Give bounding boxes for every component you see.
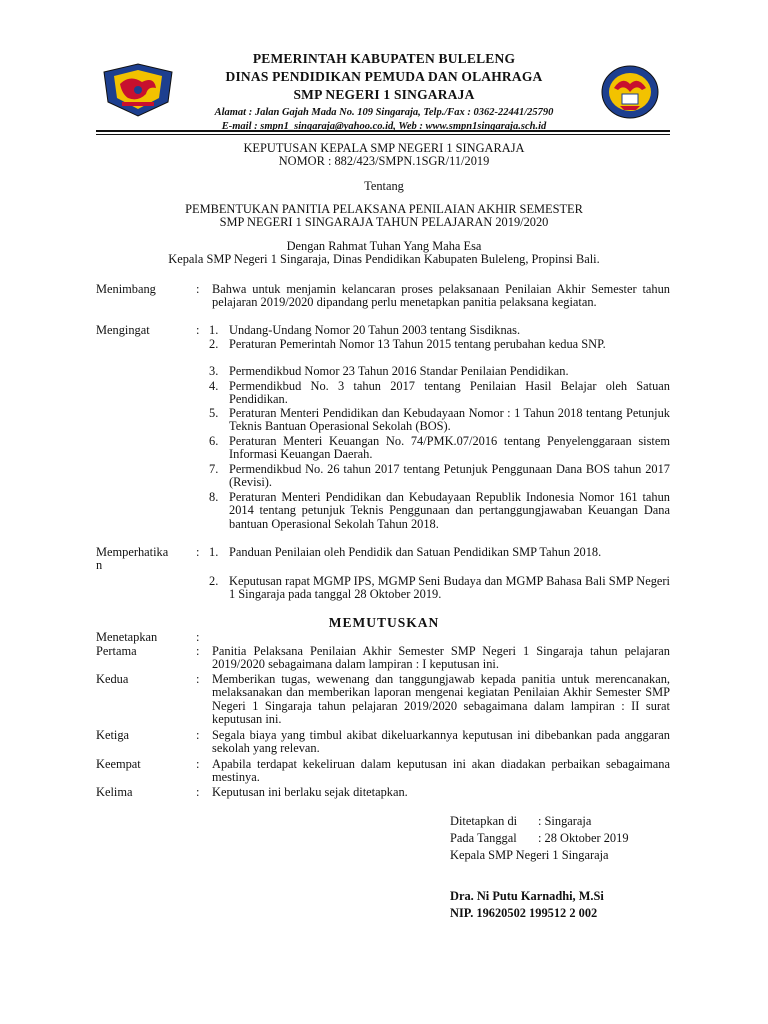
colon: : — [196, 545, 200, 559]
signature-date: Pada Tanggal : 28 Oktober 2019 — [450, 831, 629, 845]
decree-subject-line1: PEMBENTUKAN PANITIA PELAKSANA PENILAIAN AKHIR SEMESTER — [185, 202, 583, 216]
colon: : — [196, 282, 200, 296]
letterhead-rule-thin — [96, 134, 670, 135]
decree-about: Tentang — [364, 179, 404, 193]
letterhead-address: Alamat : Jalan Gajah Mada No. 109 Singaraja, Telp./Fax : 0362-22441/25790 — [214, 107, 554, 118]
letterhead-government: PEMERINTAH KABUPATEN BULELENG — [252, 51, 516, 66]
signature-position: Kepala SMP Negeri 1 Singaraja — [450, 848, 609, 862]
menetapkan-label: Menetapkan — [96, 630, 158, 644]
letterhead-department: DINAS PENDIDIKAN PEMUDA DAN OLAHRAGA — [225, 69, 543, 84]
memperhatikan-label: Memperhatika n — [96, 545, 169, 573]
menimbang-label: Menimbang — [96, 282, 156, 296]
signature-place: Ditetapkan di : Singaraja — [450, 814, 592, 828]
signatory-nip: NIP. 19620502 199512 2 002 — [450, 906, 598, 920]
letterhead — [0, 50, 768, 135]
letterhead-rule-thick — [96, 130, 670, 132]
decree-issuer: Kepala SMP Negeri 1 Singaraja, Dinas Pendidikan Kabupaten Buleleng, Propinsi Bali. — [168, 252, 600, 266]
letterhead-school: SMP NEGERI 1 SINGARAJA — [293, 87, 475, 102]
colon: : — [196, 323, 200, 337]
document-page: PEMERINTAH KABUPATEN BULELENG DINAS PENDIDIKAN PEMUDA DAN OLAHRAGA SMP NEGERI 1 SINGARAJA Alamat : Jalan Gajah Mada No. 109 Singaraja, Telp./Fax : 0362-22441/25790 E-mail : smpn1_singaraja@yahoo.co.id, Web : www.smpn1singaraja.sch.id KEPUTUSAN KEPALA SMP NEGERI 1 SINGARAJA NOMOR : 882/423/SMPN.1SGR/11/2019 Tentang PEMBENTUKAN PANITIA PELAKSANA PENILAIAN AKHIR SEMESTER SMP NEGERI 1 SINGARAJA TAHUN PELAJARAN 2019/2020 Dengan Rahmat Tuhan Yang Maha Esa Kepala SMP Negeri 1 Singaraja, Dinas Pendidikan Kabupaten Buleleng, Propinsi Bali. Menimbang : Bahwa untuk menjamin kelancaran proses pelaksanaan Penilaian Akhir Semester tahun pelajaran 2019/2020 dipandang perlu menetapkan panitia pelaksana kegiatan. Mengingat : 1. Undang-Undang Nomor 20 Tahun 2003 tentang Sisdiknas. 2. Peraturan Pemerintah Nomor 13 Tahun 2015 tentang perubahan kedua SNP. 3. Permendikbud Nomor 23 Tahun 2016 Standar Penilaian Pendidikan. 4. Permendikbud No. 3 tahun 2017 tentang Penilaian Hasil Belajar oleh Satuan Pendidikan. 5. Peraturan Menteri Pendidikan dan Kebudayaan Nomor : 1 Tahun 2018 tentang Petunjuk Teknis Bantuan Operasional Sekolah (BOS). 6. Peraturan Menteri Keuangan No. 74/PMK.07/2016 tentang Penyelenggaraan sistem Informasi Keuangan Daerah. 7. Permendikbud No. 26 tahun 2017 tentang Petunjuk Penggunaan Dana BOS tahun 2017 (Revisi). 8. Peraturan Menteri Pendidikan dan Kebudayaan Republik Indonesia Nomor 161 tahun 2014 tentang petunjuk Teknis Penggunaan dan pertanggungjawaban Keuangan Dana bantuan Operasional Sekolah Tahun 2018. Memperhatika n : 1. Panduan Penilaian oleh Pendidik dan Satuan Pendidikan SMP Tahun 2018. 2. Keputusan rapat MGMP IPS, MGMP Seni Budaya dan MGMP Bahasa Bali SMP Negeri 1 Singaraja pada tanggal 28 Oktober 2019. MEMUTUSKAN Menetapkan : Pertama : Panitia Pelaksana Penilaian Akhir Semester SMP Negeri 1 Singaraja tahun pelajaran 2019/2020 sebagaimana dalam lampiran : I keputusan ini. Kedua : Memberikan tugas, wewenang dan tanggungjawab kepada panitia untuk merencanakan, melaksanakan dan memberikan laporan mengenai kegiatan Penilaian Akhir Semester SMP Negeri 1 Singaraja tahun pelajaran 2019/2020 sebagaimana dalam lampiran : II surat keputusan ini. Ketiga : Segala biaya yang timbul akibat dikeluarkannya keputusan ini dibebankan pada anggaran sekolah yang relevan. Keempat : Apabila terdapat kekeliruan dalam keputusan ini akan diadakan perbaikan sebagaimana mestinya. Kelima : Keputusan ini berlaku sejak ditetapkan. Ditetapkan di : Singaraja Pada Tanggal : 28 Oktober 2019 Kepala SMP Negeri 1 Singaraja Dra. Ni Putu Karnadhi, M.Si NIP. 19620502 199512 2 002 — [0, 0, 768, 1024]
signatory-name: Dra. Ni Putu Karnadhi, M.Si — [450, 889, 604, 903]
mengingat-label: Mengingat — [96, 323, 150, 337]
menimbang-text: Bahwa untuk menjamin kelancaran proses pelaksanaan Penilaian Akhir Semester tahun pelajaran 2019/2020 dipandang perlu menetapkan panitia pelaksana kegiatan. — [212, 282, 670, 310]
decree-grace: Dengan Rahmat Tuhan Yang Maha Esa — [286, 239, 482, 253]
decree-subject-line2: SMP NEGERI 1 SINGARAJA TAHUN PELAJARAN 2019/2020 — [219, 215, 549, 229]
letterhead-email: E-mail : smpn1_singaraja@yahoo.co.id, Web : www.smpn1singaraja.sch.id — [221, 121, 547, 132]
colon: : — [196, 630, 200, 644]
memutuskan-heading: MEMUTUSKAN — [328, 615, 440, 630]
decree-title: KEPUTUSAN KEPALA SMP NEGERI 1 SINGARAJA — [243, 141, 525, 155]
decree-number: NOMOR : 882/423/SMPN.1SGR/11/2019 — [278, 154, 490, 168]
